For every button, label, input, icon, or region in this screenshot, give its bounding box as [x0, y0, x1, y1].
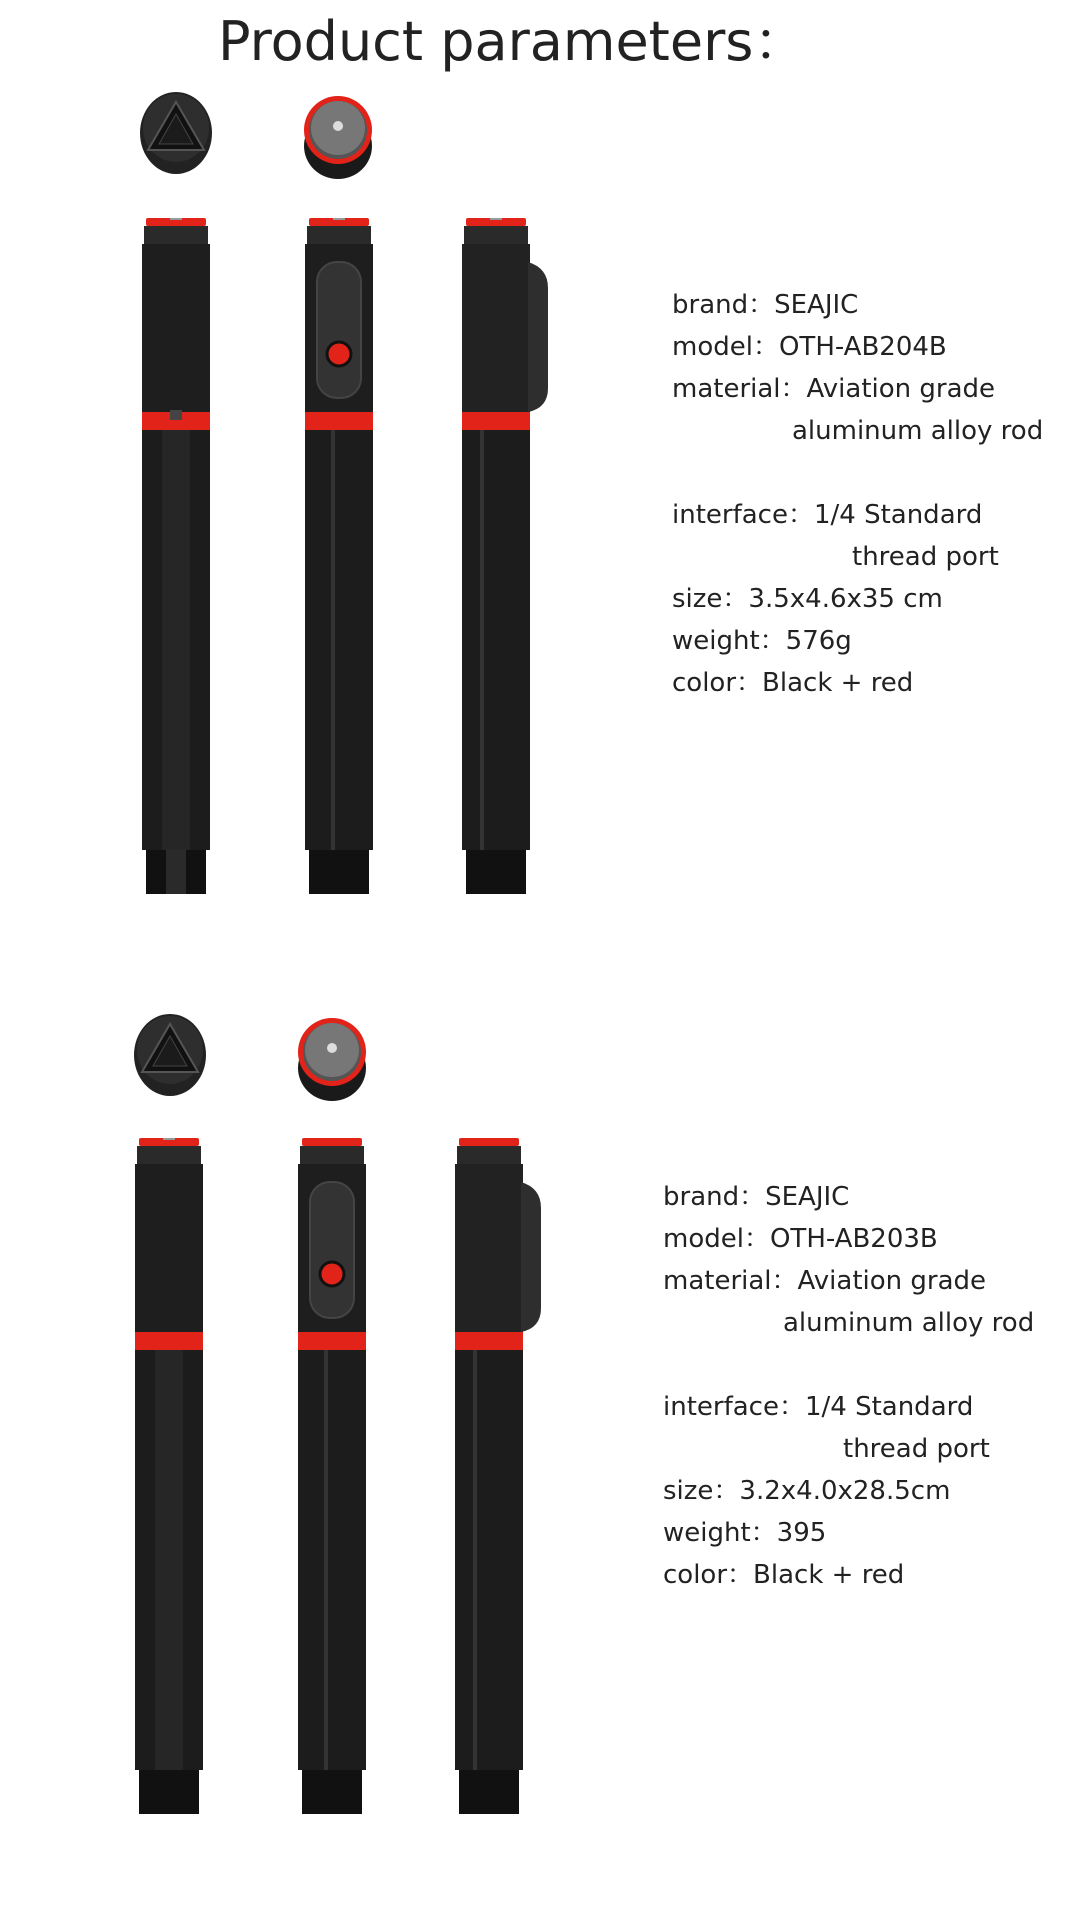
specs-product-1 [672, 284, 1043, 704]
rod-side-view [460, 218, 550, 894]
spec-material-cont: aluminum alloy rod [783, 1308, 1035, 1338]
spec-interface: interface： 1/4 Standard [663, 1392, 974, 1422]
spec-material: material： Aviation grade [663, 1266, 987, 1296]
spec-weight: weight： 576g [672, 626, 852, 656]
rod-button-view [296, 1138, 368, 1814]
spec-size: size： 3.5x4.6x35 cm [672, 584, 943, 614]
spec-size: size： 3.2x4.0x28.5cm [663, 1476, 951, 1506]
triangle-cap-top-view [140, 92, 212, 174]
rod-front-view [140, 218, 212, 894]
top-view-caps [124, 1010, 384, 1110]
specs-product-2 [663, 1176, 1034, 1596]
spec-weight: weight： 395 [663, 1518, 827, 1548]
shutter-button [320, 1262, 344, 1286]
spec-interface-cont: thread port [852, 542, 999, 572]
rod-button-view [303, 218, 375, 894]
spec-interface-cont: thread port [843, 1434, 990, 1464]
spec-material: material： Aviation grade [672, 374, 996, 404]
page-title: Product parameters： [218, 10, 808, 73]
spec-material-cont: aluminum alloy rod [792, 416, 1044, 446]
round-cap-top-view [304, 96, 372, 179]
rod-side-view [453, 1138, 543, 1814]
product-2 [0, 1010, 1081, 1910]
shutter-button [327, 342, 351, 366]
spec-brand: brand： SEAJIC [663, 1182, 850, 1212]
spec-color: color： Black + red [672, 668, 914, 698]
triangle-cap-top-view [134, 1014, 206, 1096]
spec-brand: brand： SEAJIC [672, 290, 859, 320]
spec-model: model： OTH-AB203B [663, 1224, 938, 1254]
spec-interface: interface： 1/4 Standard [672, 500, 983, 530]
rod-front-view [133, 1138, 205, 1814]
spec-color: color： Black + red [663, 1560, 905, 1590]
round-cap-top-view [298, 1018, 366, 1101]
spec-model: model： OTH-AB204B [672, 332, 947, 362]
top-view-caps [130, 88, 390, 188]
